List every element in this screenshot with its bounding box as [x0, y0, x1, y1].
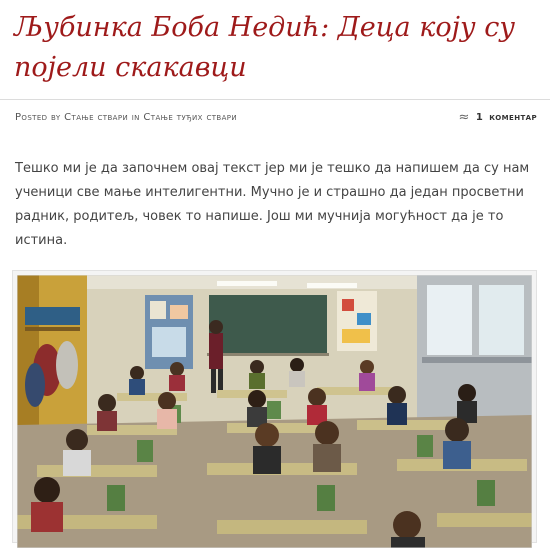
classroom-photo[interactable] [17, 275, 532, 548]
byline [15, 112, 237, 123]
category-link[interactable]: Стање туђих ствари [143, 112, 238, 123]
post-title[interactable]: Љубинка Боба Недић: Деца коју су појели скакавци [14, 12, 515, 83]
comment-label: коментар [489, 112, 537, 123]
comments-link[interactable] [459, 110, 537, 125]
header-divider [0, 99, 550, 100]
posted-by-label: Posted by [15, 112, 61, 123]
post-body: Тешко ми је да започнем овај текст јер ми је тешко да напишем да су нам ученици све мање интелигентни. Мучно је и страшно да један просветни радник, родитељ, човек то напише. Још ми мучнија могућност да је то истина. [15, 161, 530, 248]
post-meta [15, 110, 537, 125]
comment-count: 1 [475, 112, 484, 123]
photo-frame [12, 270, 537, 543]
approx-icon: ≈ [458, 110, 470, 125]
in-label: in [131, 112, 140, 123]
author-link[interactable]: Стање ствари [64, 112, 129, 123]
